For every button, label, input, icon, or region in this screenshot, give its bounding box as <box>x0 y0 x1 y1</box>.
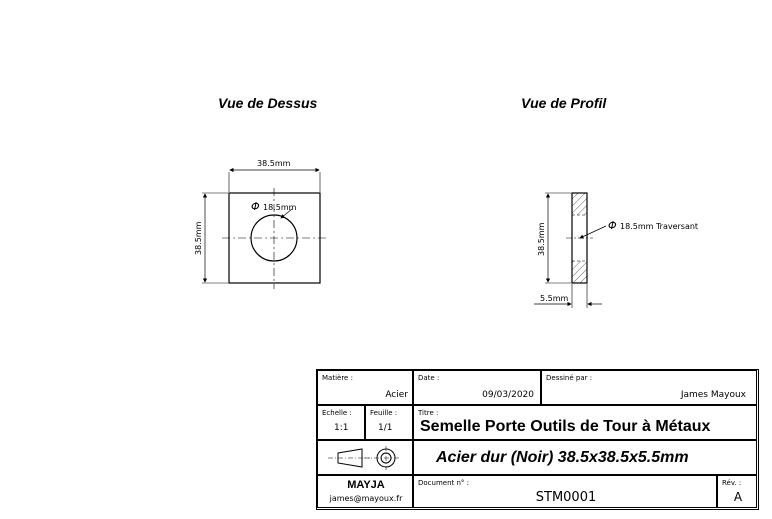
sheet-label: Feuille : <box>370 409 398 417</box>
profile-view <box>534 193 698 308</box>
section-hatch-bottom <box>572 261 587 283</box>
drawn-by-label: Dessiné par : <box>546 374 593 382</box>
width-dimension-text: 38.5mm <box>257 159 291 168</box>
company-name: MAYJA <box>347 479 385 491</box>
top-view <box>194 159 327 289</box>
title-label: Titre : <box>418 409 439 417</box>
document-cell <box>413 475 717 508</box>
profile-height-text: 38.5mm <box>537 222 546 256</box>
document-value: STM0001 <box>535 490 597 505</box>
profile-view-title: Vue de Profil <box>521 95 607 111</box>
scale-value: 1:1 <box>334 423 349 433</box>
document-label: Document n° : <box>418 479 470 487</box>
projection-symbol-icon <box>318 441 414 476</box>
diameter-symbol-icon-profile: Φ <box>608 219 617 232</box>
sheet-value: 1/1 <box>378 423 393 433</box>
drawn-by-cell <box>541 370 757 405</box>
subtitle-cell <box>413 440 757 475</box>
height-dimension-text: 38.5mm <box>194 221 203 255</box>
date-label: Date : <box>418 374 440 382</box>
title-block <box>316 369 759 510</box>
title-value: Semelle Porte Outils de Tour à Métaux <box>420 418 711 435</box>
company-email: james@mayoux.fr <box>329 494 403 503</box>
title-cell <box>413 405 757 440</box>
material-cell <box>317 370 413 405</box>
company-cell <box>317 475 413 508</box>
date-value: 09/03/2020 <box>482 390 534 400</box>
material-value: Acier <box>385 390 408 400</box>
hole-note-leader <box>580 226 606 238</box>
diameter-symbol-icon: Φ <box>251 200 260 213</box>
section-hatch-top <box>572 193 587 215</box>
sheet-cell <box>365 405 413 440</box>
drawn-by-value: James Mayoux <box>680 390 746 400</box>
material-label: Matière : <box>322 374 353 382</box>
hole-dimension-text: 18.5mm <box>263 203 297 212</box>
projection-symbol-cell <box>317 440 413 475</box>
subtitle-value: Acier dur (Noir) 38.5x38.5x5.5mm <box>436 449 689 466</box>
thickness-dimension-text: 5.5mm <box>540 294 569 303</box>
scale-cell <box>317 405 365 440</box>
revision-label: Rév. : <box>722 479 742 487</box>
revision-cell <box>717 475 757 508</box>
top-view-title: Vue de Dessus <box>218 95 318 111</box>
date-cell <box>413 370 541 405</box>
scale-label: Echelle : <box>322 409 352 417</box>
hole-note-text: 18.5mm Traversant <box>620 222 699 231</box>
revision-value: A <box>733 490 743 504</box>
